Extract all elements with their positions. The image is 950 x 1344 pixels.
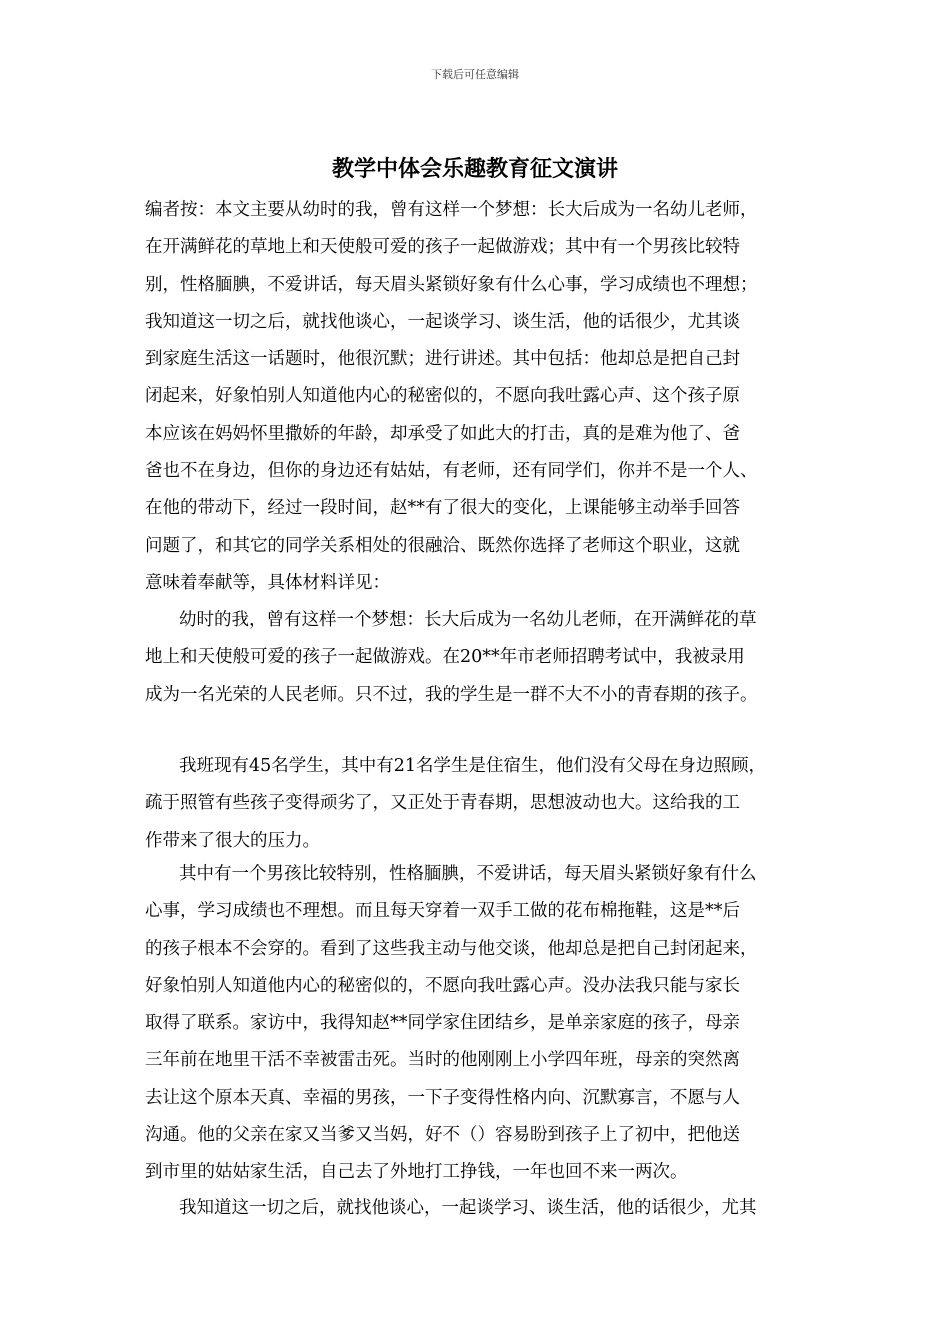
paragraph-line: 心事，学习成绩也不理想。而且每天穿着一双手工做的花布棉拖鞋，这是**后 — [145, 901, 740, 922]
editor-note-line: 爸也不在身边，但你的身边还有姑姑，有老师，还有同学们，你并不是一个人、 — [145, 461, 758, 482]
paragraph-3 — [145, 856, 825, 1192]
editor-note-line: 编者按：本文主要从幼时的我，曾有这样一个梦想：长大后成为一名幼儿老师， — [145, 200, 758, 220]
editor-note — [145, 192, 825, 602]
paragraph-line: 三年前在地里干活不幸被雷击死。当时的他刚刚上小学四年班，母亲的突然离 — [145, 1050, 740, 1071]
paragraph-line: 我班现有45名学生，其中有21名学生是住宿生，他们没有父母在身边照顾， — [179, 756, 767, 776]
editor-note-line: 本应该在妈妈怀里撒娇的年龄，却承受了如此大的打击，真的是难为他了、爸 — [145, 423, 740, 444]
editor-note-line: 问题了，和其它的同学关系相处的很融洽、既然你选择了老师这个职业，这就 — [145, 535, 740, 556]
editor-note-line: 到家庭生活这一话题时，他很沉默；进行讲述。其中包括：他却总是把自己封 — [145, 349, 740, 370]
paragraph-4 — [145, 1190, 825, 1227]
paragraph-line: 到市里的姑姑家生活，自己去了外地打工挣钱，一年也回不来一两次。 — [145, 1162, 688, 1183]
paragraph-line: 沟通。他的父亲在家又当爹又当妈，好不（）容易盼到孩子上了初中，把他送 — [145, 1125, 740, 1146]
page-header: 下载后可任意编辑 — [431, 68, 519, 81]
paragraph-line: 取得了联系。家访中，我得知赵**同学家住团结乡，是单亲家庭的孩子，母亲 — [145, 1013, 740, 1034]
paragraph-line: 去让这个原本天真、幸福的男孩，一下子变得性格内向、沉默寡言，不愿与人 — [145, 1087, 740, 1108]
paragraph-line: 的孩子根本不会穿的。看到了这些我主动与他交谈，他却总是把自己封闭起来， — [145, 938, 758, 959]
editor-note-line: 在他的带动下，经过一段时间，赵**有了很大的变化，上课能够主动举手回答 — [145, 498, 740, 519]
paragraph-1 — [145, 602, 825, 714]
paragraph-line: 好象怕别人知道他内心的秘密似的，不愿向我吐露心声。没办法我只能与家长 — [145, 975, 740, 996]
editor-note-line: 我知道这一切之后，就找他谈心，一起谈学习、谈生活，他的话很少，尤其谈 — [145, 311, 740, 332]
paragraph-line: 疏于照管有些孩子变得顽劣了，又正处于青春期，思想波动也大。这给我的工 — [145, 793, 740, 814]
editor-note-line: 闭起来，好象怕别人知道他内心的秘密似的，不愿向我吐露心声、这个孩子原 — [145, 386, 740, 407]
editor-note-line: 意味着奉献等，具体材料详见： — [145, 572, 390, 593]
paragraph-line: 其中有一个男孩比较特别，性格腼腆，不爱讲话，每天眉头紧锁好象有什么 — [179, 864, 757, 884]
paragraph-line: 成为一名光荣的人民老师。只不过，我的学生是一群不大不小的青春期的孩子。 — [145, 684, 758, 705]
paragraph-2 — [145, 748, 825, 860]
document-title: 教学中体会乐趣教育征文演讲 — [331, 156, 618, 182]
paragraph-line: 我知道这一切之后，就找他谈心，一起谈学习、谈生活，他的话很少，尤其 — [179, 1198, 757, 1218]
editor-note-line: 别，性格腼腆，不爱讲话，每天眉头紧锁好象有什么心事，学习成绩也不理想； — [145, 274, 758, 295]
paragraph-line: 作带来了很大的压力。 — [145, 830, 320, 851]
paragraph-line: 幼时的我，曾有这样一个梦想：长大后成为一名幼儿老师，在开满鲜花的草 — [179, 610, 757, 630]
paragraph-line: 地上和天使般可爱的孩子一起做游戏。在20**年市老师招聘考试中，我被录用 — [145, 647, 745, 668]
editor-note-line: 在开满鲜花的草地上和天使般可爱的孩子一起做游戏；其中有一个男孩比较特 — [145, 237, 740, 258]
